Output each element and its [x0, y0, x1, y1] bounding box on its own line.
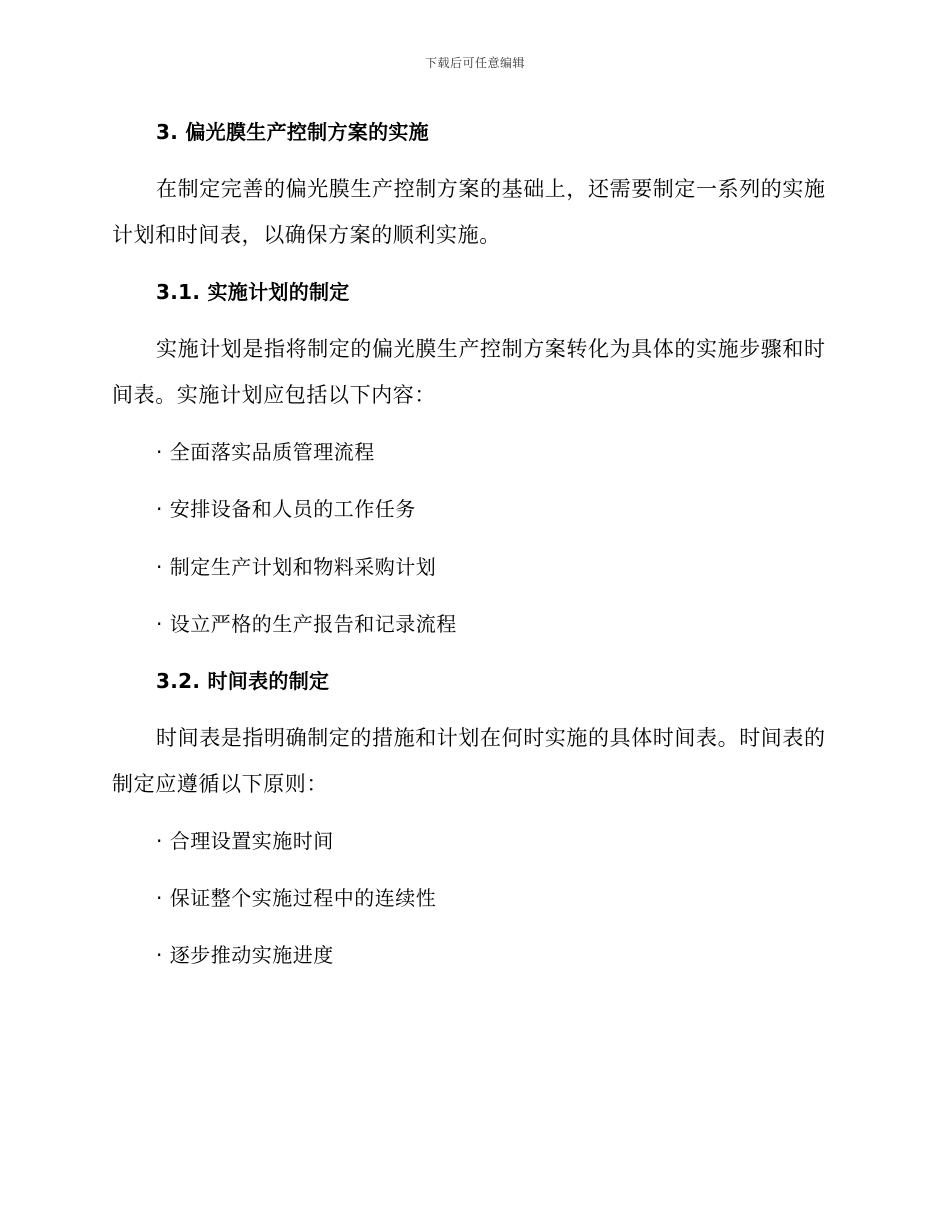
list-item: · 合理设置实施时间	[156, 829, 334, 853]
section-3-heading: 3. 偏光膜生产控制方案的实施	[156, 120, 429, 144]
section-3-intro-line-2: 计划和时间表，以确保方案的顺利实施。	[112, 223, 501, 247]
list-item: · 制定生产计划和物料采购计划	[156, 555, 437, 579]
section-3-1-para-line-2: 间表。实施计划应包括以下内容：	[112, 383, 436, 407]
section-3-1-para-line-1: 实施计划是指将制定的偏光膜生产控制方案转化为具体的实施步骤和时	[156, 337, 826, 361]
list-item: · 保证整个实施过程中的连续性	[156, 886, 437, 910]
section-3-1-heading: 3.1. 实施计划的制定	[156, 280, 350, 304]
list-item: · 安排设备和人员的工作任务	[156, 497, 416, 521]
page-header: 下载后可任意编辑	[424, 56, 525, 70]
section-3-2-para-line-1: 时间表是指明确制定的措施和计划在何时实施的具体时间表。时间表的	[156, 726, 826, 750]
list-item: · 逐步推动实施进度	[156, 943, 334, 967]
list-item: · 设立严格的生产报告和记录流程	[156, 612, 457, 636]
list-item: · 全面落实品质管理流程	[156, 440, 375, 464]
section-3-2-para-line-2: 制定应遵循以下原则：	[112, 772, 328, 796]
section-3-intro-line-1: 在制定完善的偏光膜生产控制方案的基础上，还需要制定一系列的实施	[156, 177, 826, 201]
section-3-2-heading: 3.2. 时间表的制定	[156, 669, 330, 693]
